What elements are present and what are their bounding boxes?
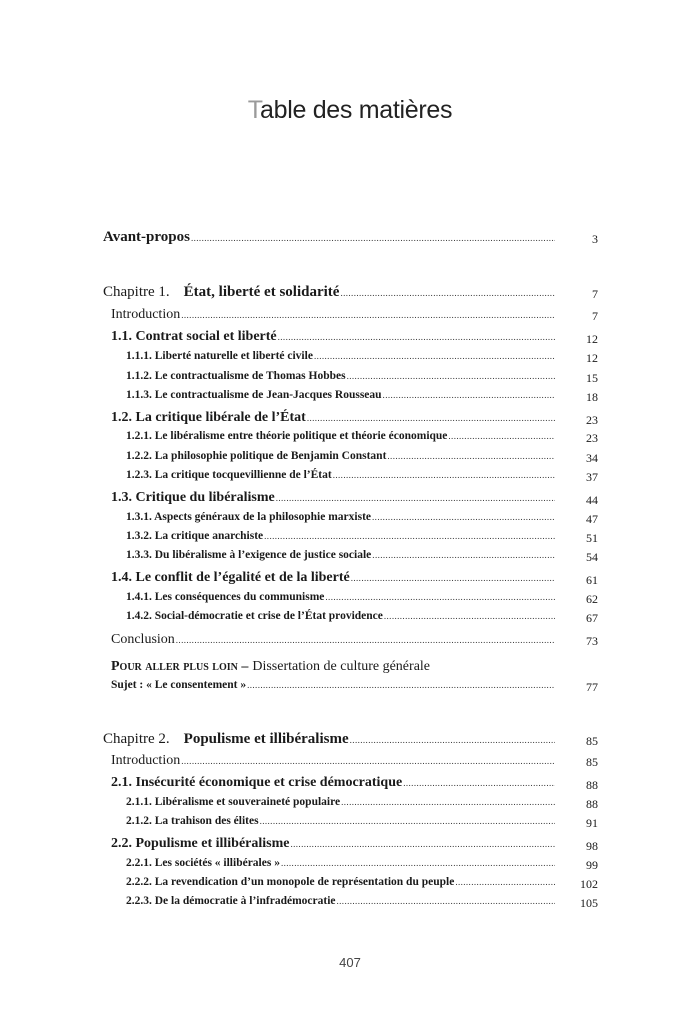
toc-page-number: 85: [586, 755, 598, 769]
leader-dots: [260, 816, 555, 826]
leader-dots: [290, 839, 555, 849]
toc-subsection[interactable]: [126, 350, 555, 362]
toc-page-number: 73: [586, 634, 598, 648]
leader-dots: [325, 592, 555, 602]
leader-dots: [314, 351, 555, 361]
leader-dots: [307, 413, 555, 423]
toc-page-number: 34: [586, 451, 598, 465]
toc-page-number: 88: [586, 778, 598, 792]
leader-dots: [264, 531, 555, 541]
toc-subsection[interactable]: [126, 530, 555, 542]
leader-dots: [181, 756, 555, 766]
toc-page-number: 77: [586, 680, 598, 694]
toc-page-number: 47: [586, 512, 598, 526]
toc-section[interactable]: [111, 836, 555, 852]
toc-label: Avant-propos: [103, 229, 190, 245]
toc-chapter-1[interactable]: [103, 284, 555, 301]
toc-entry-introduction[interactable]: [111, 753, 555, 769]
toc-entry-sujet[interactable]: [111, 679, 555, 691]
leader-dots: [340, 288, 555, 298]
toc-page-number: 91: [586, 816, 598, 830]
toc-subsection[interactable]: [126, 895, 555, 907]
chapter-title: État, liberté et solidarité: [183, 284, 340, 300]
toc-page-number: 105: [580, 896, 598, 910]
toc-page-number: 67: [586, 611, 598, 625]
toc-chapter-2[interactable]: [103, 731, 555, 748]
toc-page-number: 85: [586, 734, 598, 748]
toc-subsection[interactable]: [126, 450, 555, 462]
toc-section[interactable]: [111, 490, 555, 506]
toc-label: 1.3.1. Aspects généraux de la philosophie marxiste: [126, 511, 372, 523]
toc-entry-pour-aller-plus-loin[interactable]: [111, 659, 555, 675]
pour-aller-plus-loin-label: Pour aller plus loin –: [111, 659, 249, 674]
toc-label: 1.3.3. Du libéralisme à l’exigence de justice sociale: [126, 549, 372, 561]
leader-dots: [403, 778, 555, 788]
page-number-footer: 407: [339, 955, 361, 970]
leader-dots: [372, 550, 555, 560]
toc-page-number: 18: [586, 390, 598, 404]
toc-label: Conclusion: [111, 632, 175, 647]
toc-section[interactable]: [111, 775, 555, 791]
toc-page-number: 54: [586, 550, 598, 564]
toc-label: 1.1.1. Liberté naturelle et liberté civile: [126, 350, 313, 362]
toc-subsection[interactable]: [126, 815, 555, 827]
leader-dots: [341, 797, 555, 807]
toc-label: Introduction: [111, 753, 181, 768]
toc-page-number: 51: [586, 531, 598, 545]
chapter-title: Populisme et illibéralisme: [183, 731, 349, 747]
leader-dots: [181, 310, 555, 320]
toc-label: 2.1.2. La trahison des élites: [126, 815, 259, 827]
toc-page-number: 62: [586, 592, 598, 606]
toc-label: 1.2.1. Le libéralisme entre théorie politique et théorie économique: [126, 430, 448, 442]
toc-page-number: 7: [592, 287, 598, 301]
toc-label: 1.1.3. Le contractualisme de Jean-Jacques Rousseau: [126, 389, 382, 401]
title-rest: able des matières: [259, 96, 453, 124]
toc-page-number: 102: [580, 877, 598, 891]
toc-label: 1.4. Le conflit de l’égalité et de la liberté: [111, 570, 350, 585]
toc-subsection[interactable]: [126, 796, 555, 808]
toc-page-number: 3: [592, 232, 598, 246]
toc-subsection[interactable]: [126, 430, 555, 442]
toc-label: 2.2.2. La revendication d’un monopole de représentation du peuple: [126, 876, 455, 888]
leader-dots: [387, 451, 555, 461]
toc-page-number: 12: [586, 332, 598, 346]
toc-label: 2.1.1. Libéralisme et souveraineté populaire: [126, 796, 341, 808]
toc-subsection[interactable]: [126, 511, 555, 523]
toc-subsection[interactable]: [126, 857, 555, 869]
toc-subsection[interactable]: [126, 370, 555, 382]
toc-page-number: 99: [586, 858, 598, 872]
chapter-prefix: Chapitre 1.: [103, 284, 170, 300]
leader-dots: [384, 611, 555, 621]
leader-dots: [351, 573, 555, 583]
toc-page-number: 23: [586, 431, 598, 445]
leader-dots: [372, 512, 555, 522]
leader-dots: [347, 371, 555, 381]
toc-subsection[interactable]: [126, 876, 555, 888]
toc-label: 1.2.2. La philosophie politique de Benjamin Constant: [126, 450, 387, 462]
toc-label: 1.1. Contrat social et liberté: [111, 329, 277, 344]
title-initial: T: [247, 96, 260, 124]
toc-section[interactable]: [111, 410, 555, 426]
toc-subsection[interactable]: [126, 469, 555, 481]
leader-dots: [281, 858, 555, 868]
toc-label: 2.2.1. Les sociétés « illibérales »: [126, 857, 280, 869]
toc-subsection[interactable]: [126, 549, 555, 561]
toc-subsection[interactable]: [126, 591, 555, 603]
leader-dots: [333, 470, 555, 480]
toc-label: 1.2.3. La critique tocquevillienne de l’État: [126, 469, 332, 481]
toc-label: 1.4.2. Social-démocratie et crise de l’État providence: [126, 610, 383, 622]
leader-dots: [247, 680, 555, 690]
toc-page-number: 12: [586, 351, 598, 365]
toc-page-number: 15: [586, 371, 598, 385]
leader-dots: [337, 896, 556, 906]
toc-label: 1.4.1. Les conséquences du communisme: [126, 591, 325, 603]
toc-label: 2.2. Populisme et illibéralisme: [111, 836, 290, 851]
leader-dots: [276, 493, 555, 503]
leader-dots: [383, 390, 555, 400]
toc-page-number: 44: [586, 493, 598, 507]
toc-page-number: 61: [586, 573, 598, 587]
toc-entry-introduction[interactable]: [111, 307, 555, 323]
toc-page-number: 7: [592, 309, 598, 323]
toc-label: Introduction: [111, 307, 181, 322]
toc-label: 1.3. Critique du libéralisme: [111, 490, 275, 505]
leader-dots: [350, 735, 555, 745]
leader-dots: [176, 635, 555, 645]
toc-entry-conclusion[interactable]: [111, 632, 555, 648]
toc-label: 1.3.2. La critique anarchiste: [126, 530, 264, 542]
toc-page-number: 88: [586, 797, 598, 811]
leader-dots: [278, 332, 555, 342]
toc-label: Sujet : « Le consentement »: [111, 679, 247, 691]
toc-page-number: 98: [586, 839, 598, 853]
chapter-prefix: Chapitre 2.: [103, 731, 170, 747]
toc-label: 1.2. La critique libérale de l’État: [111, 410, 306, 425]
toc-section[interactable]: [111, 570, 555, 586]
leader-dots: [191, 233, 555, 243]
toc-section[interactable]: [111, 329, 555, 345]
pour-aller-plus-loin-subtitle: Dissertation de culture générale: [252, 659, 431, 674]
toc-label: 2.2.3. De la démocratie à l’infradémocratie: [126, 895, 336, 907]
toc-subsection[interactable]: [126, 389, 555, 401]
toc-entry-avant-propos[interactable]: [103, 229, 555, 246]
toc-page-number: 23: [586, 413, 598, 427]
toc-page-number: 37: [586, 470, 598, 484]
toc-subsection[interactable]: [126, 610, 555, 622]
toc-label: 1.1.2. Le contractualisme de Thomas Hobbes: [126, 370, 346, 382]
toc-label: 2.1. Insécurité économique et crise démocratique: [111, 775, 403, 790]
